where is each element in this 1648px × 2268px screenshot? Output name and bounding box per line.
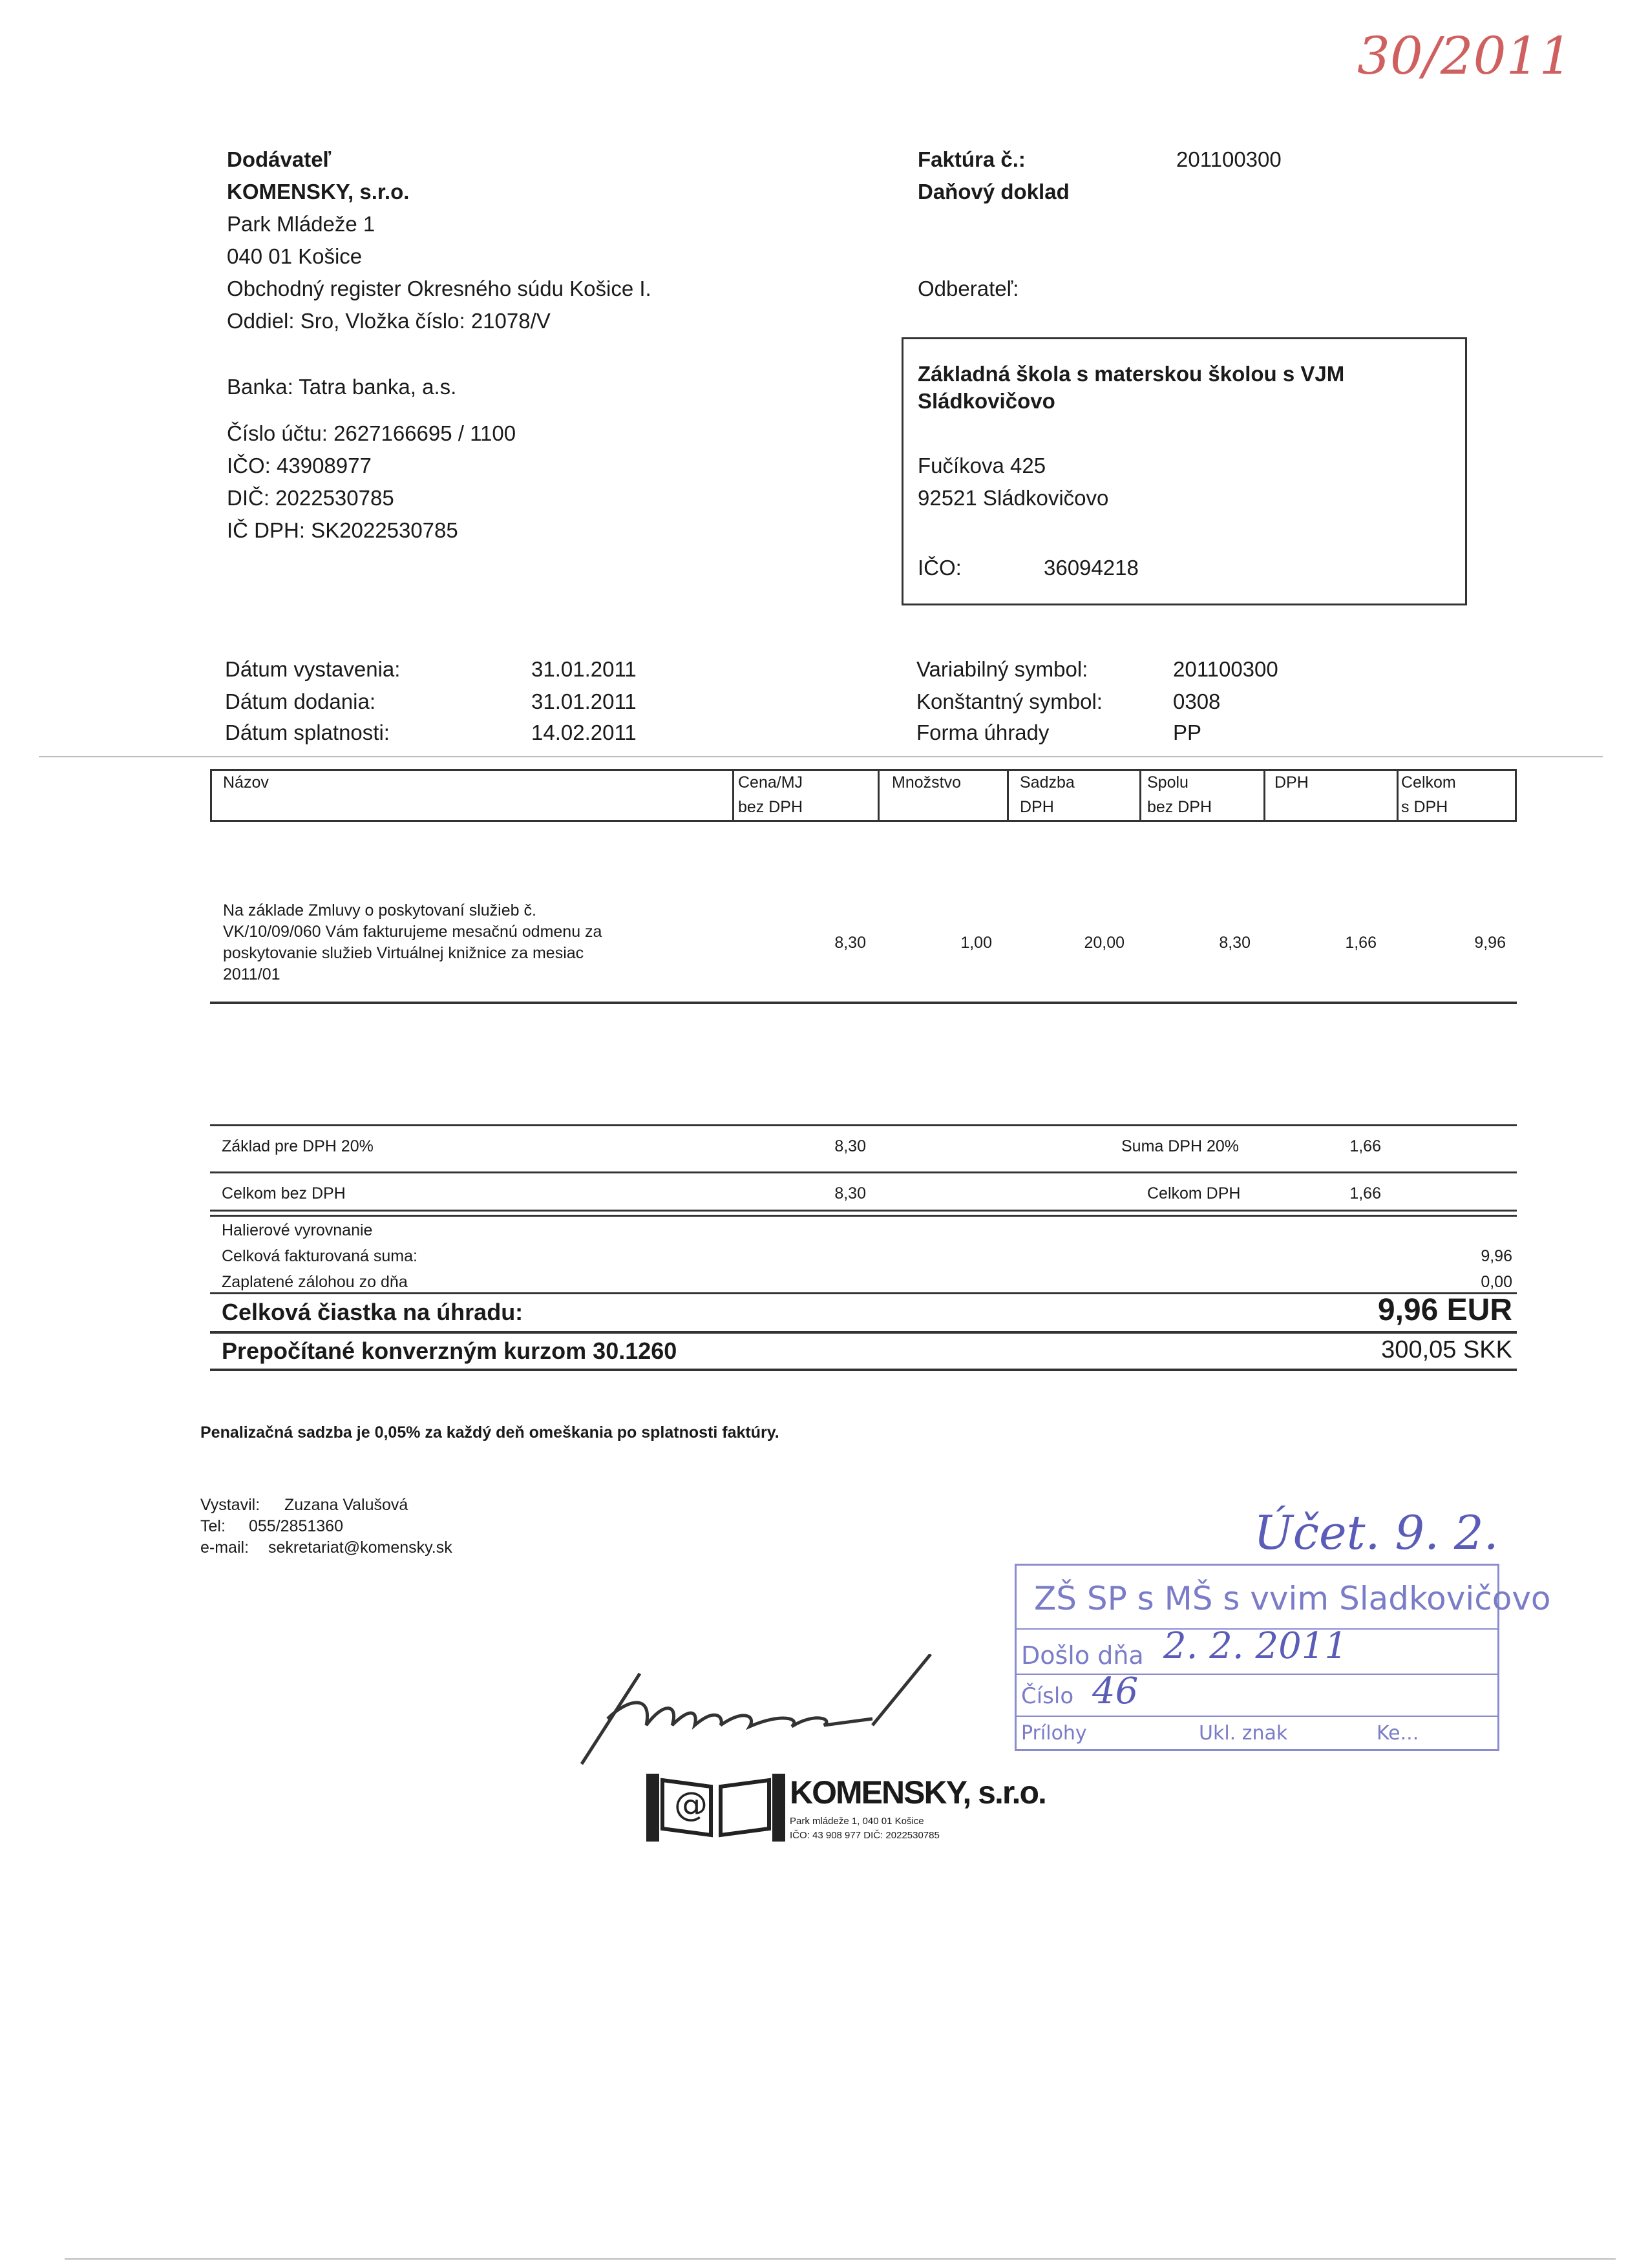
issued-by: Zuzana Valušová — [284, 1496, 408, 1514]
company-stamp-address: Park mládeže 1, 040 01 Košice — [790, 1816, 924, 1827]
variable-symbol-label: Variabilný symbol: — [916, 657, 1088, 681]
vat-sum-value: 1,66 — [1349, 1137, 1381, 1155]
customer-name-line1: Základná škola s materskou školou s VJM — [918, 362, 1345, 386]
row-divider — [210, 1002, 1517, 1004]
vat-total-value: 1,66 — [1349, 1184, 1381, 1202]
customer-ico: 36094218 — [1044, 556, 1139, 580]
variable-symbol: 201100300 — [1173, 657, 1278, 681]
svg-text:@: @ — [674, 1785, 708, 1824]
stamp-school-name: ZŠ SP s MŠ s vvim Sladkovičovo — [1034, 1580, 1551, 1617]
item-desc-line3: poskytovanie služieb Virtuálnej knižnice za mesiac — [223, 944, 584, 962]
item-price: 8,30 — [834, 934, 866, 952]
supplier-city: 040 01 Košice — [227, 244, 363, 268]
rounding-label: Halierové vyrovnanie — [222, 1221, 373, 1239]
customer-name-line2: Sládkovičovo — [918, 389, 1055, 413]
tax-document-label: Daňový doklad — [918, 180, 1070, 204]
th-grand-1: Celkom — [1401, 773, 1456, 792]
payment-form-label: Forma úhrady — [916, 720, 1050, 744]
separator-line — [39, 756, 1603, 757]
stamp-extra-label: Ke... — [1377, 1722, 1419, 1745]
summary-bottom-line — [210, 1369, 1517, 1371]
email: sekretariat@komensky.sk — [268, 1538, 452, 1557]
stamp-handnote: Účet. 9. 2. — [1254, 1506, 1499, 1560]
customer-label: Odberateľ: — [918, 277, 1019, 300]
th-rate-1: Sadzba — [1020, 773, 1075, 792]
item-desc-line4: 2011/01 — [223, 965, 280, 983]
customer-ico-label: IČO: — [918, 556, 962, 580]
stamp-number-label: Číslo — [1021, 1683, 1074, 1709]
handwritten-signature — [569, 1654, 969, 1770]
supplier-dic: DIČ: 2022530785 — [227, 486, 394, 510]
supplier-ico: IČO: 43908977 — [227, 454, 372, 478]
email-label: e-mail: — [200, 1538, 249, 1557]
delivery-date: 31.01.2011 — [531, 689, 637, 713]
th-price-1: Cena/MJ — [738, 773, 803, 792]
due-date-label: Dátum splatnosti: — [225, 720, 390, 744]
stamp-received-date: 2. 2. 2011 — [1163, 1625, 1347, 1667]
vat-sum-label: Suma DPH 20% — [1121, 1137, 1240, 1155]
advance-value: 0,00 — [1481, 1273, 1512, 1291]
invoiced-label: Celková fakturovaná suma: — [222, 1247, 417, 1265]
item-vat: 1,66 — [1345, 934, 1377, 952]
item-desc-line2: VK/10/09/060 Vám fakturujeme mesačnú odmenu za — [223, 923, 602, 941]
issue-date: 31.01.2011 — [531, 657, 637, 681]
constant-symbol-label: Konštantný symbol: — [916, 689, 1103, 713]
phone-label: Tel: — [200, 1517, 226, 1535]
net-value: 8,30 — [834, 1184, 866, 1202]
amount-due-label: Celková čiastka na úhradu: — [222, 1299, 523, 1325]
item-rate: 20,00 — [1084, 934, 1125, 952]
stamp-sign-label: Ukl. znak — [1199, 1722, 1288, 1745]
th-name: Názov — [223, 773, 269, 792]
base-value: 8,30 — [834, 1137, 866, 1155]
net-label: Celkom bez DPH — [222, 1184, 346, 1202]
summary-double-line-a — [210, 1210, 1517, 1212]
delivery-date-label: Dátum dodania: — [225, 689, 375, 713]
supplier-street: Park Mládeže 1 — [227, 212, 375, 236]
items-table-header — [210, 769, 1517, 822]
base-label: Základ pre DPH 20% — [222, 1137, 374, 1155]
supplier-name: KOMENSKY, s.r.o. — [227, 180, 410, 204]
item-grand: 9,96 — [1474, 934, 1506, 952]
invoiced-value: 9,96 — [1481, 1247, 1512, 1265]
summary-line-2 — [210, 1171, 1517, 1173]
company-stamp-ids: IČO: 43 908 977 DIČ: 2022530785 — [790, 1830, 940, 1841]
th-rate-2: DPH — [1020, 798, 1054, 816]
issued-by-label: Vystavil: — [200, 1496, 260, 1514]
book-logo-icon — [643, 1770, 788, 1845]
th-grand-2: s DPH — [1401, 798, 1448, 816]
vat-total-label: Celkom DPH — [1147, 1184, 1241, 1202]
supplier-heading: Dodávateľ — [227, 147, 332, 171]
stamp-number: 46 — [1092, 1670, 1139, 1712]
conversion-label: Prepočítané konverzným kurzom 30.1260 — [222, 1338, 677, 1364]
advance-label: Zaplatené zálohou zo dňa — [222, 1273, 408, 1291]
customer-city: 92521 Sládkovičovo — [918, 486, 1109, 510]
th-total-1: Spolu — [1147, 773, 1188, 792]
th-price-2: bez DPH — [738, 798, 803, 816]
item-qty: 1,00 — [960, 934, 992, 952]
footer-line — [65, 2258, 1616, 2260]
handwritten-note-top: 30/2011 — [1357, 26, 1572, 86]
supplier-account: Číslo účtu: 2627166695 / 1100 — [227, 421, 516, 445]
due-line-bottom — [210, 1331, 1517, 1334]
summary-top-line — [210, 1124, 1517, 1126]
th-qty: Množstvo — [892, 773, 961, 792]
supplier-section: Oddiel: Sro, Vložka číslo: 21078/V — [227, 309, 551, 333]
due-date: 14.02.2011 — [531, 720, 637, 744]
company-stamp-name: KOMENSKY, s.r.o. — [790, 1774, 1046, 1811]
supplier-icdph: IČ DPH: SK2022530785 — [227, 518, 458, 542]
penalty-note: Penalizačná sadzba je 0,05% za každý deň omeškania po splatnosti faktúry. — [200, 1423, 779, 1442]
payment-form: PP — [1173, 720, 1202, 744]
item-desc-line1: Na základe Zmluvy o poskytovaní služieb č. — [223, 901, 536, 919]
item-total: 8,30 — [1219, 934, 1251, 952]
stamp-received-label: Došlo dňa — [1021, 1641, 1144, 1670]
th-total-2: bez DPH — [1147, 798, 1212, 816]
supplier-register: Obchodný register Okresného súdu Košice I. — [227, 277, 651, 300]
conversion-value: 300,05 SKK — [1381, 1336, 1512, 1363]
invoice-number-label: Faktúra č.: — [918, 147, 1026, 171]
constant-symbol: 0308 — [1173, 689, 1221, 713]
customer-street: Fučíkova 425 — [918, 454, 1046, 478]
supplier-bank: Banka: Tatra banka, a.s. — [227, 375, 457, 399]
invoice-number: 201100300 — [1176, 147, 1282, 171]
th-vat: DPH — [1274, 773, 1309, 792]
amount-due-value: 9,96 EUR — [1377, 1293, 1512, 1327]
issue-date-label: Dátum vystavenia: — [225, 657, 401, 681]
stamp-attachments-label: Prílohy — [1021, 1722, 1087, 1745]
phone: 055/2851360 — [249, 1517, 343, 1535]
summary-double-line-b — [210, 1215, 1517, 1217]
